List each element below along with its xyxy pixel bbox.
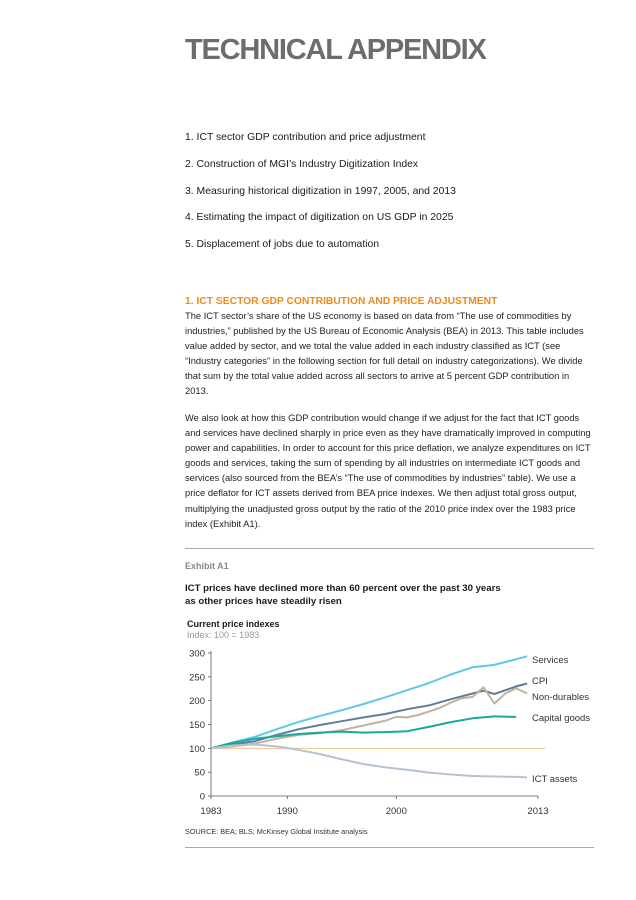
y-tick-label: 300 xyxy=(189,648,205,660)
toc-item-2: 2. Construction of MGI’s Industry Digitization Index xyxy=(185,158,419,170)
x-tick-label: 2013 xyxy=(527,806,549,817)
series-line-services xyxy=(211,656,527,748)
series-line-ict-assets xyxy=(211,745,527,778)
page-title: TECHNICAL APPENDIX xyxy=(185,34,486,66)
y-tick-label: 100 xyxy=(189,743,205,755)
toc-item-5: 5. Displacement of jobs due to automation xyxy=(185,239,380,251)
exhibit-label: Exhibit A1 xyxy=(185,561,229,571)
chart-title: Current price indexes xyxy=(187,619,280,629)
y-tick-label: 250 xyxy=(189,672,205,684)
series-label-non-durables: Non-durables xyxy=(532,692,590,703)
source-note: SOURCE: BEA; BLS; McKinsey Global Institute analysis xyxy=(185,827,368,836)
section-heading: 1. ICT SECTOR GDP CONTRIBUTION AND PRICE ADJUSTMENT xyxy=(185,296,498,307)
exhibit-title-line-1: ICT prices have declined more than 60 percent over the past 30 years xyxy=(185,583,501,594)
x-tick-label: 1990 xyxy=(276,806,298,817)
x-tick-label: 1983 xyxy=(200,806,222,817)
y-tick-label: 200 xyxy=(189,696,205,708)
exhibit-title-line-2: as other prices have steadily risen xyxy=(185,595,342,607)
body-paragraph-1: The ICT sector’s share of the US economy is based on data from “The use of commodities by industries,” published by the US Bureau of Economic Analysis (BEA) in 2013. This table includes value added by sector, and we total the value added in each industry classified as ICT (see “Industry categories” in the following section for full detail on industry categorizations). We divide that sum by the total value added across all sectors to arrive at 5 percent GDP contribution in 2013. xyxy=(185,311,584,397)
x-tick-label: 2000 xyxy=(385,806,407,817)
y-tick-label: 0 xyxy=(199,791,205,803)
chart-subtitle: Index: 100 = 1983 xyxy=(187,630,260,640)
y-tick-label: 150 xyxy=(189,720,205,731)
body-paragraph-2: We also look at how this GDP contribution would change if we adjust for the fact that ICT goods and services have declined sharply in price even as they have dramatically improved in computing power and capabilities. In order to account for this price deflation, we analyze expenditures on ICT goods and services, taking the sum of spending by all industries on intermediate ICT goods and services (also sourced from the BEA’s “The use of commodities by industries” table). We use a price deflator for ICT assets derived from BEA price indexes. We then adjust total gross output, multiplying the unadjusted gross output by the ratio of the 2010 price index over the 1983 price index (Exhibit A1). xyxy=(185,413,591,529)
series-label-cpi: CPI xyxy=(532,676,548,687)
exhibit-bottom-divider xyxy=(185,847,594,848)
series-label-services: Services xyxy=(532,655,569,666)
series-label-capital-goods: Capital goods xyxy=(532,713,591,724)
toc-item-1: 1. ICT sector GDP contribution and price adjustment xyxy=(185,132,426,143)
series-label-ict-assets: ICT assets xyxy=(532,774,578,785)
y-tick-label: 50 xyxy=(194,767,205,779)
toc-item-4: 4. Estimating the impact of digitization on US GDP in 2025 xyxy=(185,212,454,224)
toc-item-3: 3. Measuring historical digitization in 1997, 2005, and 2013 xyxy=(185,185,456,197)
